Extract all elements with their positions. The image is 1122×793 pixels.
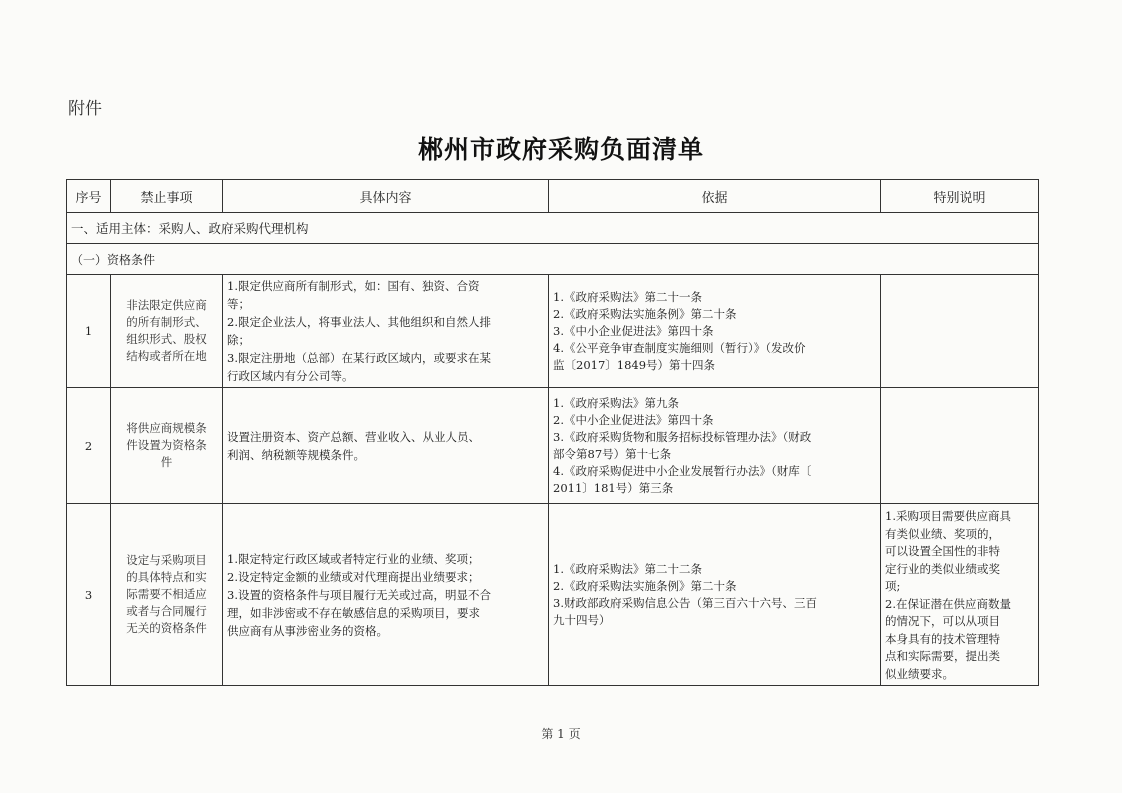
content-line: 2.设定特定金额的业绩或对代理商提出业绩要求； [227,569,480,584]
legal-basis [549,388,881,504]
item-line: 或者与合同履行 [126,604,207,618]
legal-basis [549,275,881,388]
basis-line: 2.《政府采购法实施条例》第二十条 [553,578,737,593]
prohibited-item [111,388,223,504]
item-line: 结构或者所在地 [126,349,207,363]
special-note [881,504,1039,686]
note-line: 可以设置全国性的非特 [885,544,1000,558]
subsection-row [67,244,1039,275]
note-line: 有类似业绩、奖项的， [885,526,1000,541]
item-line: 的所有制形式、 [126,315,207,329]
content-line: 理，如非涉密或不存在敏感信息的采购项目，要求 [227,605,480,620]
note-line: 2.在保证潜在供应商数量 [885,596,1011,611]
attachment-label: 附件 [68,99,102,119]
content-line: 利润、纳税额等规模条件。 [227,447,365,462]
section-row [67,213,1039,244]
basis-line: 监〔2017〕1849号）第十四条 [553,357,716,372]
basis-line: 1.《政府采购法》第九条 [553,395,679,410]
item-line: 无关的资格条件 [126,621,207,635]
note-line: 点和实际需要，提出类 [885,649,1000,663]
row-number: 3 [67,504,111,686]
basis-line: 九十四号） [553,612,611,627]
content-line: 除； [227,333,250,347]
item-line: 际需要不相适应 [126,587,207,601]
note-line: 的情况下，可以从项目 [885,614,1000,628]
basis-line: 4.《公平竞争审查制度实施细则（暂行）》（发改价 [553,340,806,355]
table-row [67,275,1039,388]
content-line: 3.设置的资格条件与项目履行无关或过高，明显不合 [227,587,491,602]
table-row [67,504,1039,686]
specific-content [223,504,549,686]
prohibited-item [111,275,223,388]
content-line: 1.限定特定行政区域或者特定行业的业绩、奖项； [227,551,480,566]
item-line: 组织形式、股权 [126,332,207,346]
basis-line: 1.《政府采购法》第二十二条 [553,561,702,576]
special-note [881,275,1039,388]
header-note: 特别说明 [881,180,1039,213]
content-line: 1.限定供应商所有制形式，如：国有、独资、合资 [227,279,480,293]
table-row [67,388,1039,504]
basis-line: 2.《政府采购法实施条例》第二十条 [553,306,737,321]
basis-line: 2.《中小企业促进法》第四十条 [553,412,714,427]
content-line: 等； [227,297,250,311]
negative-list-table [66,179,1039,686]
item-line: 件 [160,455,173,469]
row-number: 2 [67,388,111,504]
item-line: 将供应商规模条 [126,421,207,435]
note-line: 项; [885,579,901,593]
basis-line: 3.《中小企业促进法》第四十条 [553,323,714,338]
content-line: 2.限定企业法人，将事业法人、其他组织和自然人排 [227,315,491,329]
basis-line: 部令第87号）第十七条 [553,446,672,461]
note-line: 本身具有的技术管理特 [885,631,1000,646]
header-no: 序号 [67,180,111,213]
specific-content [223,388,549,504]
note-line: 似业绩要求。 [885,666,954,681]
content-line: 供应商有从事涉密业务的资格。 [227,623,388,638]
basis-line: 4.《政府采购促进中小企业发展暂行办法》（财库〔 [553,463,812,478]
content-line: 3.限定注册地（总部）在某行政区域内，或要求在某 [227,351,491,365]
item-line: 件设置为资格条 [126,438,207,452]
table-header-row [67,180,1039,213]
content-line: 设置注册资本、资产总额、营业收入、从业人员、 [227,429,480,444]
legal-basis [549,504,881,686]
specific-content [223,275,549,388]
basis-line: 1.《政府采购法》第二十一条 [553,289,702,304]
header-basis: 依据 [549,180,881,213]
header-content: 具体内容 [223,180,549,213]
note-line: 定行业的类似业绩或奖 [885,561,1000,576]
item-line: 的具体特点和实 [126,570,207,584]
special-note [881,388,1039,504]
document-title: 郴州市政府采购负面清单 [417,135,704,164]
item-line: 非法限定供应商 [126,298,207,312]
header-item: 禁止事项 [111,180,223,213]
basis-line: 3.《政府采购货物和服务招标投标管理办法》（财政 [553,429,812,444]
basis-line: 2011〕181号）第三条 [553,480,674,495]
basis-line: 3.财政部政府采购信息公告（第三百六十六号、三百 [553,595,817,610]
item-line: 设定与采购项目 [126,553,207,567]
note-line: 1.采购项目需要供应商具 [885,509,1011,523]
section-title: 一、适用主体：采购人、政府采购代理机构 [67,213,1039,244]
row-number: 1 [67,275,111,388]
prohibited-item [111,504,223,686]
page-number: 第 1 页 [541,727,581,741]
content-line: 行政区域内有分公司等。 [227,369,354,383]
subsection-title: （一）资格条件 [67,244,1039,275]
